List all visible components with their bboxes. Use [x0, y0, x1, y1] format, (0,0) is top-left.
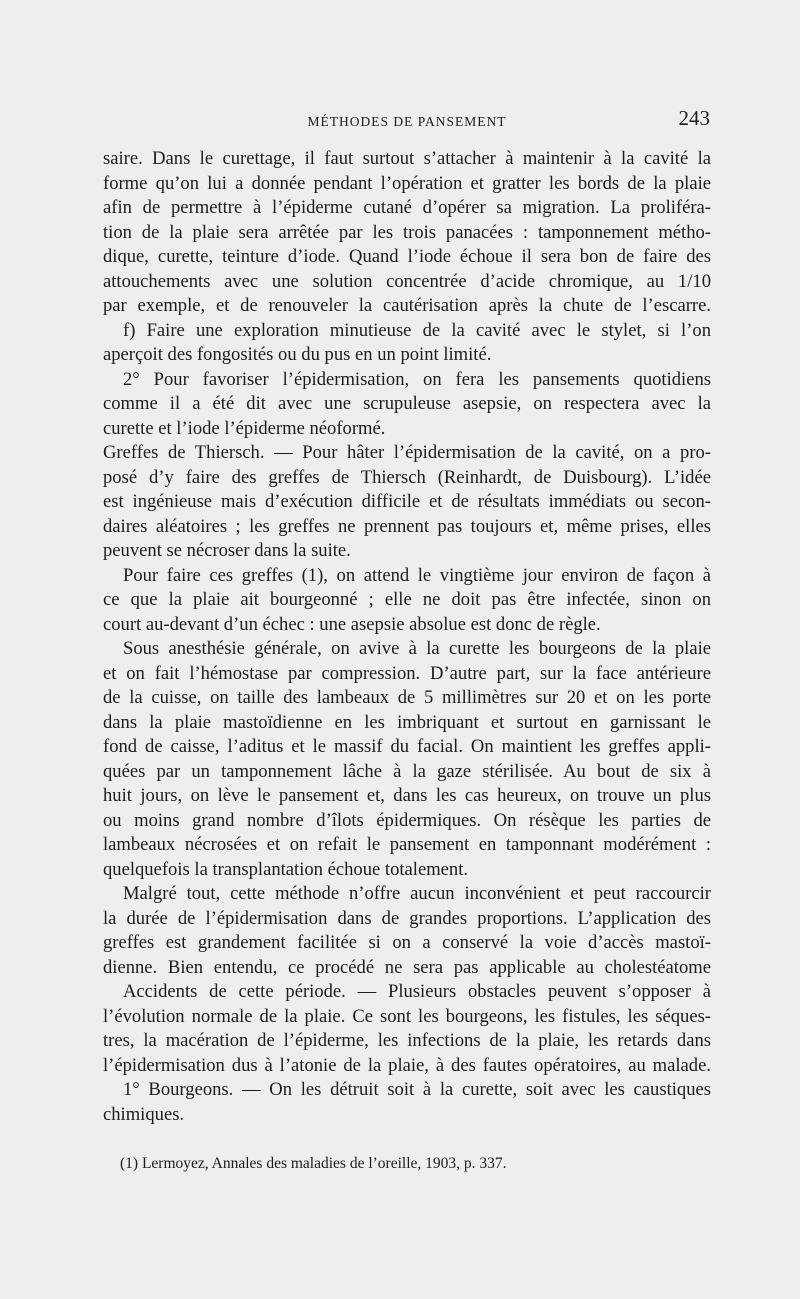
text-line: Pour faire ces greffes (1), on attend le vingtième jour environ de façon à: [123, 564, 711, 586]
text-line: tres, la macération de l’épiderme, les infections de la plaie, les retards dans: [103, 1030, 711, 1051]
text-line: fond de caisse, l’aditus et le massif du facial. On maintient les greffes appli-: [103, 736, 711, 757]
text-line: daires aléatoires ; les greffes ne prennent pas toujours et, même prises, elles: [103, 515, 711, 537]
text-line: l’évolution normale de la plaie. Ce sont les bourgeons, les fistules, les séques-: [103, 1005, 711, 1027]
text-line: et on fait l’hémostase par compression. D’autre part, sur la face antérieure: [103, 662, 711, 684]
text-line: ou moins grand nombre d’îlots épidermiques. On résèque les parties de: [103, 809, 711, 831]
text-line: dienne. Bien entendu, ce procédé ne sera pas applicable au cholestéatome: [103, 956, 711, 978]
text-line: dans la plaie mastoïdienne en les imbriquant et surtout en garnissant le: [103, 711, 711, 733]
text-line: Greffes de Thiersch. — Pour hâter l’épidermisation de la cavité, on a pro-: [103, 442, 711, 463]
text-line: la durée de l’épidermisation dans de grandes proportions. L’application des: [103, 907, 711, 929]
text-line: greffes est grandement facilitée si on a conservé la voie d’accès mastoï-: [103, 932, 711, 953]
text-line: l’épidermisation dus à l’atonie de la plaie, à des fautes opératoires, au malade.: [103, 1054, 711, 1076]
text-line: quées par un tamponnement lâche à la gaze stérilisée. Au bout de six à: [103, 760, 711, 782]
text-line: est ingénieuse mais d’exécution difficile et de résultats immédiats ou secon-: [103, 491, 711, 512]
footnote: (1) Lermoyez, Annales des maladies de l’oreille, 1903, p. 337.: [120, 1155, 507, 1172]
text-line: 2° Pour favoriser l’épidermisation, on fera les pansements quotidiens: [123, 368, 711, 390]
text-line: Sous anesthésie générale, on avive à la curette les bourgeons de la plaie: [123, 638, 711, 659]
running-title: MÉTHODES DE PANSEMENT: [307, 114, 507, 129]
body-text: [103, 147, 711, 1127]
text-line: peuvent se nécroser dans la suite.: [103, 540, 351, 561]
text-line: f) Faire une exploration minutieuse de la cavité avec le stylet, si l’on: [123, 319, 711, 341]
text-line: par exemple, et de renouveler la cautérisation après la chute de l’escarre.: [103, 295, 711, 316]
text-line: Accidents de cette période. — Plusieurs obstacles peuvent s’opposer à: [123, 981, 711, 1002]
text-line: lambeaux nécrosées et on refait le pansement en tamponnant modérément :: [103, 834, 711, 855]
text-line: de la cuisse, on taille des lambeaux de 5 millimètres sur 20 et on les porte: [103, 687, 711, 708]
text-line: posé d’y faire des greffes de Thiersch (Reinhardt, de Duisbourg). L’idée: [103, 466, 711, 488]
text-line: aperçoit des fongosités ou du pus en un point limité.: [103, 344, 492, 365]
text-line: ce que la plaie ait bourgeonné ; elle ne doit pas être infectée, sinon on: [103, 589, 711, 610]
text-line: tion de la plaie sera arrêtée par les trois panacées : tamponnement métho-: [103, 221, 711, 243]
text-line: court au-devant d’un échec : une asepsie absolue est donc de règle.: [103, 613, 601, 635]
text-line: Malgré tout, cette méthode n’offre aucun inconvénient et peut raccourcir: [123, 883, 711, 904]
text-line: huit jours, on lève le pansement et, dans les cas heureux, on trouve un plus: [103, 785, 711, 806]
text-line: chimiques.: [103, 1103, 185, 1125]
page-header: [104, 106, 710, 136]
text-line: saire. Dans le curettage, il faut surtout s’attacher à maintenir à la cavité la: [103, 148, 711, 169]
text-line: forme qu’on lui a donnée pendant l’opération et gratter les bords de la plaie: [103, 172, 711, 194]
text-line: afin de permettre à l’épiderme cutané d’opérer sa migration. La proliféra-: [103, 197, 711, 218]
page-number: 243: [678, 106, 710, 130]
text-line: quelquefois la transplantation échoue totalement.: [103, 858, 469, 880]
text-line: dique, curette, teinture d’iode. Quand l’iode échoue il sera bon de faire des: [103, 246, 711, 267]
text-line: attouchements avec une solution concentrée d’acide chromique, au 1/10: [103, 270, 711, 292]
text-line: 1° Bourgeons. — On les détruit soit à la curette, soit avec les caustiques: [123, 1079, 711, 1100]
text-line: curette et l’iode l’épiderme néoformé.: [103, 417, 386, 439]
text-line: comme il a été dit avec une scrupuleuse asepsie, on respectera avec la: [103, 393, 711, 414]
